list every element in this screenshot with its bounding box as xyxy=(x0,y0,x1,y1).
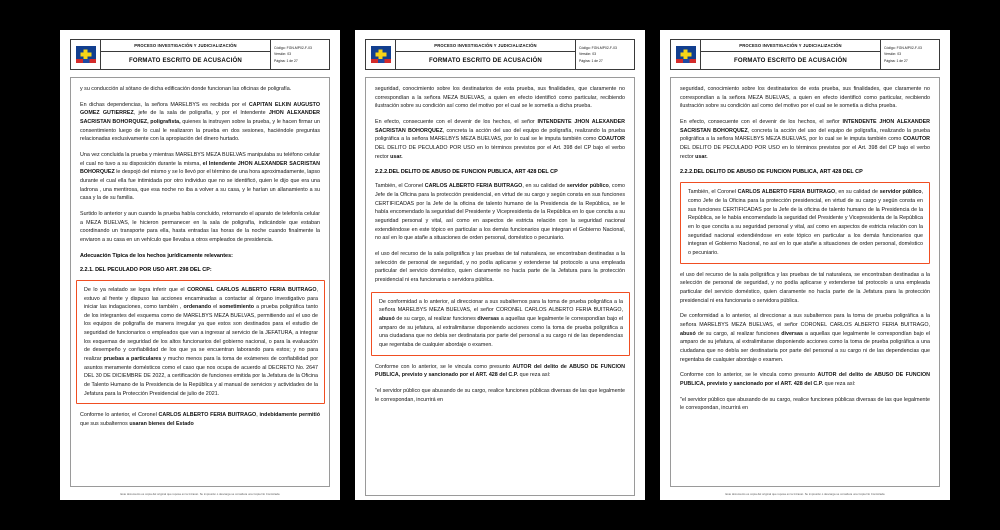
header-version: Versión: 03 xyxy=(274,52,291,57)
section-heading-2-2-2: 2.2.2.DEL DELITO DE ABUSO DE FUNCION PUBLICA, ART 428 DEL CP xyxy=(375,169,558,176)
section-heading-2-2-1: 2.2.1. DEL PECULADO POR USO ART. 298 DEL CP: xyxy=(80,266,212,273)
paragraph: seguridad, conocimiento sobre los destinatarios de esta prueba, sus finalidades, que claramente no correspondían a la señora MEZA BUELVAS, a quien en efecto identificó como particular, recibiendo ilustración sobre su condición así como del motivo por el cual se le sometía a dicha prueba. xyxy=(375,86,625,110)
paragraph: También, el Coronel CARLOS ALBERTO FERIA BUITRAGO, en su calidad de servidor público, como Jefe de la Oficina para la protección presidencial, en virtud de su cargo y según consta en sus funciones CERTIFICADAS por la Jefe de la oficina de talento humano de la Presidencia de la República, se le había encomendado la seguridad del Presidente y Vicepresidenta de la República en lo que concita a su seguridad personal y vital, así como en aspectos de estricta relación con la seguridad nacional extendiéndose en este tópico en particular a los demás funcionarios que integran el Gobierno Nacional, no así en lo que atañe a situaciones de orden personal, doméstico o pecuniario. xyxy=(375,183,625,242)
paragraph: En dichas dependencias, la señora MARELBYS es recibida por el CAPITAN ELKIN AUGUSTO GOMEZ GUTIERREZ, jefe de la sala de poligrafía, y por el Intendente JHON ALEXANDER SACRISTAN BOHORQUEZ, poligrafista, quienes la instruyen sobre la prueba, y le hacen firmar un consentimiento luego de lo cual le realizaron la prueba en dos sesiones, haciéndole preguntas relacionadas exclusivamente con la apropiación del dinero hurtado. xyxy=(80,101,321,143)
header-process-title: PROCESO INVESTIGACIÓN Y JUDICIALIZACIÓN xyxy=(101,40,270,52)
footer-disclaimer: Este documento es copia del original que reposa en la Intranet. Su impresión o descarga se considera una Copia No Controlada xyxy=(725,493,885,496)
header-code: Código: FGN-MP02-F-03 xyxy=(579,46,617,51)
highlight-box-abuso xyxy=(371,292,630,356)
document-page-2 xyxy=(355,30,645,500)
header-logo-cell xyxy=(671,40,701,69)
paragraph: Conforme con lo anterior, se le vincula como presunto AUTOR del delito de ABUSO DE FUNCION PUBLICA, previsto y sancionado por el ART. 428 del C.P. que reza así: xyxy=(375,363,625,379)
paragraph: seguridad, conocimiento sobre los destinatarios de esta prueba, sus finalidades, que claramente no correspondían a la señora MEZA BUELVAS, a quien en efecto identificó como particular, recibiendo ilustración sobre su condición así como del motivo por el cual se le sometía a dicha prueba. xyxy=(680,86,930,110)
header-form-title: FORMATO ESCRITO DE ACUSACIÓN xyxy=(428,57,543,64)
header-form-title: FORMATO ESCRITO DE ACUSACIÓN xyxy=(128,57,243,64)
paragraph: Una vez concluida la prueba y mientras MARELBYS MEZA BUELVAS manipulaba su teléfono celular el cual no tuvo a su disposición durante la misma, el Intendente JHON ALEXANDER SACRISTAN BOHORQUEZ le despojó del mismo y se lo llevó por el término de una hora aproximadamente, lapso durante el cual ella fue intimidada por otro individuo que no se identificó, quien le dijo que era una ladrona , una mentirosa, que esa noche no iba a volver a su casa, y le harían un allanamiento a su casa y la de su familia. xyxy=(80,151,320,202)
header-title-cell xyxy=(101,40,271,69)
document-page-3 xyxy=(660,30,950,500)
header-meta-cell xyxy=(271,40,329,69)
paragraph: En efecto, consecuente con el devenir de los hechos, el señor INTENDENTE JHON ALEXANDER SACRISTAN BOHORQUEZ, concreta la acción del uso del equipo de poligrafía, realizando la prueba poligráfica a la señora MARELBYS MEZA BUELVAS, por lo cual se le imputa también como COAUTOR DEL DELITO DE PECULADO POR USO en lo términos previstos por el Art. 398 del CP bajo el verbo rector usar. xyxy=(375,118,625,160)
header-form-title: FORMATO ESCRITO DE ACUSACIÓN xyxy=(733,57,848,64)
paragraph: el uso del recurso de la sala poligráfica y las pruebas de tal naturaleza, se encontraban destinadas a la selección de personal de seguridad, y no podía aplicarse y extenderse tal protocolo a una empleada particular del servicio doméstico, quien claramente no hacía parte de la Jefatura para la protección presidencial ni era funcionaria o servidora pública. xyxy=(680,271,930,304)
page-3-body xyxy=(670,77,940,487)
page-1-body xyxy=(70,77,330,487)
paragraph: De conformidad a lo anterior, al direccionar a sus subalternos para la toma de prueba poligráfica a la señora MARELBYS MEZA BUELVAS, el señor CORONEL CARLOS ALBERTO FERIA BUITRAGO, abusó de su cargo, al realizar funciones diversas a aquellas que legalmente le correspondían bajo el amparo de su jefatura, al extralimitarse disponiendo acciones como la toma de prueba poligráfica a una ciudadana que no debía ser destinataria por parte del personal a su cargo ni de las dependencias que regentaba de cualquier abordaje o examen. xyxy=(379,298,623,348)
document-page-1 xyxy=(60,30,340,500)
document-header xyxy=(365,39,635,70)
paragraph: Surtido lo anterior y aun cuando la prueba había concluido, retornando el aparato de telefonía celular a MEZA BUELVAS, le hicieron permanecer en la sala de poligrafía, indicándole que estaban coordinando un transporte para ella, hasta entradas las horas de la noche cuando finalmente la enviaron a su casa en un vehículo que llevaba a otros empleados de presidencia. xyxy=(80,210,320,243)
highlight-box-servidor-publico xyxy=(680,182,930,263)
header-process-title: PROCESO INVESTIGACIÓN Y JUDICIALIZACIÓN xyxy=(701,40,880,52)
section-heading-2-2-2: 2.2.2.DEL DELITO DE ABUSO DE FUNCION PUBLICA, ART 428 DEL CP xyxy=(680,169,863,176)
fiscalia-emblem-icon xyxy=(676,46,696,63)
header-process-title: PROCESO INVESTIGACIÓN Y JUDICIALIZACIÓN xyxy=(396,40,575,52)
fiscalia-emblem-icon xyxy=(371,46,391,63)
header-meta-cell xyxy=(576,40,634,69)
paragraph: De lo ya relatado se logra inferir que el CORONEL CARLOS ALBERTO FERIA BUITRAGO, estuvo al frente y dispuso las acciones encaminadas a contactar al órgano investigativo para iniciar las indagaciones, como también , ordenando el sometimiento a prueba poligráfica tanto de los integrantes del esquema como de MARELBYS MEZA BUELVAS, permitiendo así el uso de los equipos de poligrafía de manera irregular ya que estos son destinados para el estudio de seguridad de funcionarios o empleados que van a ingresar al servicio de la JEFATURA, a integrar los esquemas de seguridad de los altos funcionarios del gobierno nacional, o para la evaluación de desempeño y confiabilidad de los que ya se encuentran laborando para estos; y no para realizar pruebas a particulares y mucho menos para la toma de exámenes de confiabilidad por asuntos meramente domésticos como el caso que nos ocupa de acuerdo al DECRETO No. 2647 DEL 30 DE DICIEMBRE DE 2022, a certificación de funciones emitida por la Jefatura de la Oficina de Talento Humano de la Presidencia de la República y al manual de servicios y actividades de la Jefatura para la Protección Presidencial de julio de 2021. xyxy=(84,286,318,397)
fiscalia-emblem-icon xyxy=(76,46,96,63)
paragraph: Conforme lo anterior, el Coronel CARLOS ALBERTO FERIA BUITRAGO, indebidamente permitió que sus subalternos usaran bienes del Estado xyxy=(80,412,320,428)
paragraph: De conformidad a lo anterior, al direccionar a sus subalternos para la toma de prueba poligráfica a la señora MARELBYS MEZA BUELVAS, el señor CORONEL CARLOS ALBERTO FERIA BUITRAGO, abusó de su cargo, al realizar funciones diversas a aquellas que legalmente le correspondían bajo el amparo de su jefatura, al extralimitarse disponiendo acciones como la toma de prueba poligráfica a una ciudadana que no debía ser destinataria por parte del personal a su cargo ni de las dependencias que regentaba de cualquier abordaje o examen. xyxy=(680,313,931,363)
highlight-box-peculado xyxy=(76,280,325,405)
page-2-body xyxy=(365,77,635,496)
header-title-cell xyxy=(396,40,576,69)
footer-disclaimer: Este documento es copia del original que reposa en la Intranet. Su impresión o descarga se considera una Copia No Controlada xyxy=(120,493,280,496)
section-heading-adecuacion: Adecuación Típica de los hechos jurídicamente relevantes: xyxy=(80,252,233,259)
header-page-number: Página: 1 de 27 xyxy=(579,58,603,63)
law-quote: "el servidor público que abusando de su cargo, realice funciones públicas diversas de las que legalmente le correspondan, incurrirá en xyxy=(375,387,625,403)
document-header xyxy=(70,39,330,70)
law-quote: "el servidor público que abusando de su cargo, realice funciones públicas diversas de las que legalmente le correspondan, incurrirá en xyxy=(680,396,930,412)
header-version: Versión: 03 xyxy=(579,52,596,57)
paragraph: Conforme con lo anterior, se le vincula como presunto AUTOR del delito de ABUSO DE FUNCION PUBLICA, previsto y sancionado por el ART. 428 del C.P. que reza así: xyxy=(680,372,930,387)
header-version: Versión: 03 xyxy=(884,52,901,57)
header-meta-cell xyxy=(881,40,939,69)
header-page-number: Página: 1 de 27 xyxy=(884,58,908,63)
paragraph: También, el Coronel CARLOS ALBERTO FERIA BUITRAGO, en su calidad de servidor público, como Jefe de la Oficina para la protección presidencial, en virtud de su cargo y según consta en sus funciones CERTIFICADAS por la Jefe de la oficina de talento humano de la Presidencia de la República, se le había encomendado la seguridad del Presidente y Vicepresidenta de la República en lo que concita a su seguridad personal y vital, así como en aspectos de estricta relación con la seguridad nacional extendiéndose en este tópico en particular a los demás funcionarios que integran el Gobierno Nacional, no así en lo que atañe a situaciones de orden personal, doméstico o pecuniario. xyxy=(688,189,923,257)
header-code: Código: FGN-MP02-F-03 xyxy=(884,46,922,51)
document-header xyxy=(670,39,940,70)
header-code: Código: FGN-MP02-F-03 xyxy=(274,46,312,51)
header-title-cell xyxy=(701,40,881,69)
paragraph: En efecto, consecuente con el devenir de los hechos, el señor INTENDENTE JHON ALEXANDER SACRISTAN BOHORQUEZ, concreta la acción del uso del equipo de poligrafía, realizando la prueba poligráfica a la señora MARELBYS MEZA BUELVAS, por lo cual se le imputa también como COAUTOR DEL DELITO DE PECULADO POR USO en lo términos previstos por el Art. 398 del CP bajo el verbo rector usar. xyxy=(680,118,930,160)
paragraph: el uso del recurso de la sala poligráfica y las pruebas de tal naturaleza, se encontraban destinadas a la selección de personal de seguridad, y no podía aplicarse y extenderse tal protocolo a una empleada particular del servicio doméstico, quien claramente no hacía parte de la Jefatura para la protección presidencial ni era funcionaria o servidora pública. xyxy=(375,251,625,283)
paragraph: y su conducción al sótano de dicha edificación donde funcionan las oficinas de poligrafía. xyxy=(80,86,292,92)
header-logo-cell xyxy=(366,40,396,69)
header-page-number: Página: 1 de 27 xyxy=(274,58,298,63)
header-logo-cell xyxy=(71,40,101,69)
